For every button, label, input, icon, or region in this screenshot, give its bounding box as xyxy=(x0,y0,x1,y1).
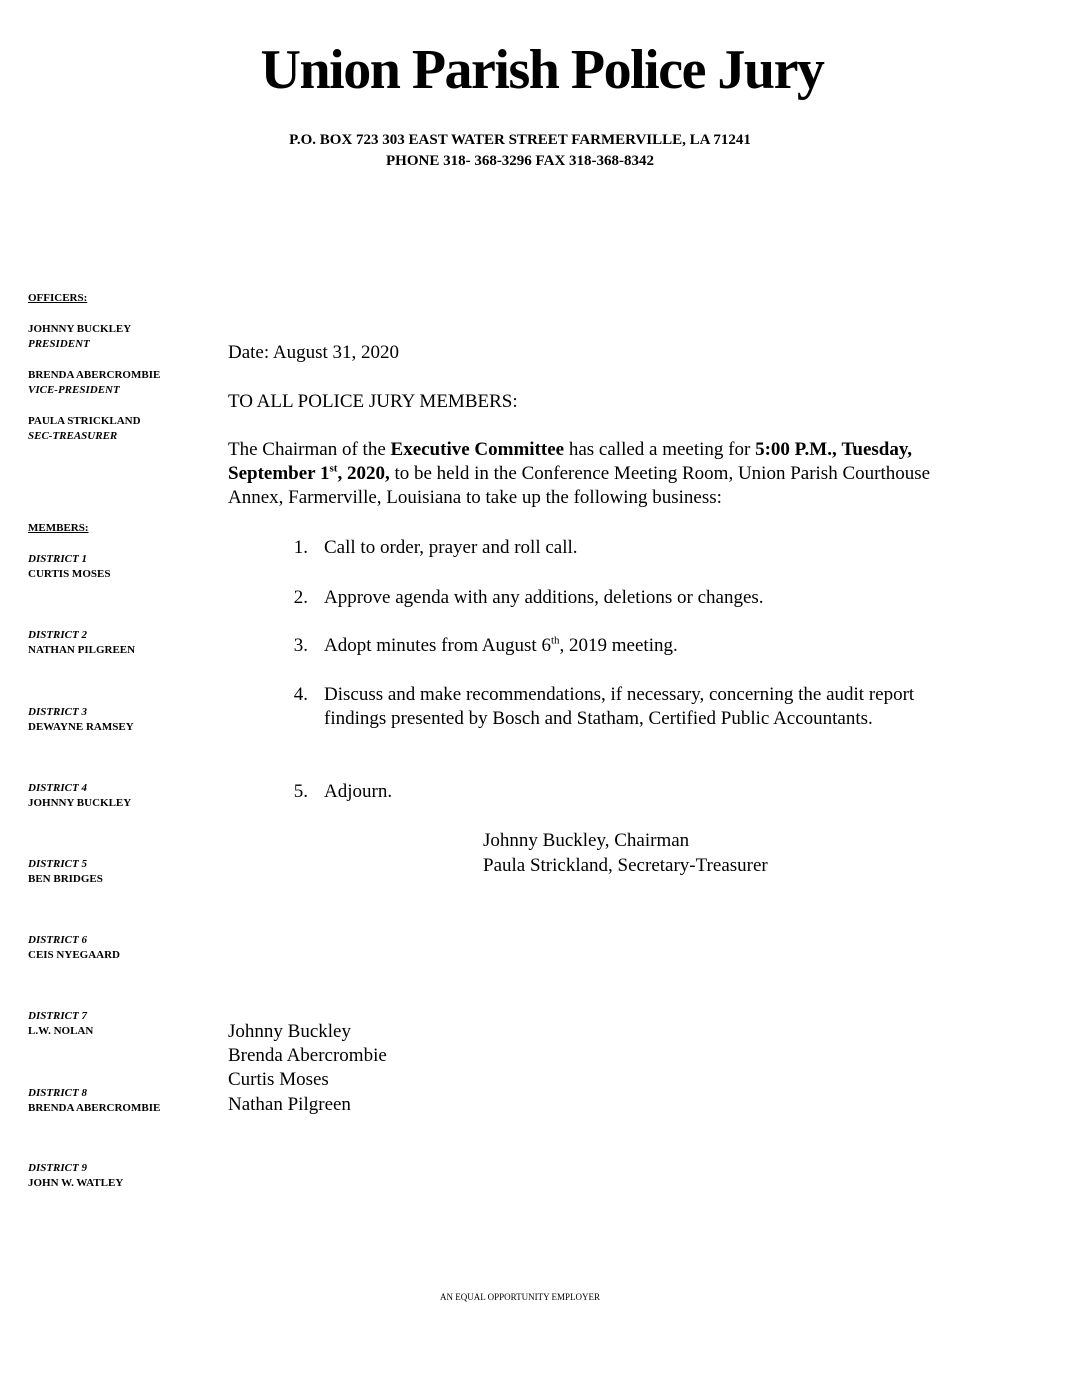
letter-date: Date: August 31, 2020 xyxy=(228,342,399,363)
member-name: BRENDA ABERCROMBIE xyxy=(28,1102,161,1114)
member-district: DISTRICT 1 xyxy=(28,553,87,565)
officer-name: BRENDA ABERCROMBIE xyxy=(28,369,161,381)
officers-heading: OFFICERS: xyxy=(28,292,88,304)
agenda-item: Adjourn. xyxy=(324,781,393,802)
address-line: P.O. BOX 723 303 EAST WATER STREET FARMERVILLE, LA 71241 xyxy=(289,132,751,148)
agenda-item: Approve agenda with any additions, deletions or changes. xyxy=(324,587,764,608)
officer-name: JOHNNY BUCKLEY xyxy=(28,323,132,335)
agenda-item: Discuss and make recommendations, if necessary, concerning the audit report findings presented by Bosch and Statham, Certified Public Accountants. xyxy=(324,684,915,729)
officer-role: SEC-TREASURER xyxy=(28,430,118,442)
officer-role: VICE-PRESIDENT xyxy=(28,384,120,396)
member-name: L.W. NOLAN xyxy=(28,1025,94,1037)
member-name: JOHN W. WATLEY xyxy=(28,1177,124,1189)
member-name: CURTIS MOSES xyxy=(28,568,111,580)
member-district: DISTRICT 5 xyxy=(28,858,87,870)
agenda-item: Adopt minutes from August 6th, 2019 meeting. xyxy=(324,634,678,656)
committee-member: Johnny Buckley xyxy=(228,1021,351,1042)
committee-member: Curtis Moses xyxy=(228,1069,329,1090)
committee-member: Brenda Abercrombie xyxy=(228,1045,387,1066)
letter-salutation: TO ALL POLICE JURY MEMBERS: xyxy=(228,391,518,412)
agenda-number: 5. xyxy=(293,781,308,802)
member-district: DISTRICT 9 xyxy=(28,1162,87,1174)
agenda-number: 3. xyxy=(293,635,308,656)
member-district: DISTRICT 6 xyxy=(28,934,87,946)
officer-name: PAULA STRICKLAND xyxy=(28,415,141,427)
officer-role: PRESIDENT xyxy=(28,338,90,350)
signature-secretary: Paula Strickland, Secretary-Treasurer xyxy=(483,855,768,876)
phone-line: PHONE 318- 368-3296 FAX 318-368-8342 xyxy=(385,153,655,169)
committee-member: Nathan Pilgreen xyxy=(228,1094,351,1115)
member-name: CEIS NYEGAARD xyxy=(28,949,120,961)
meeting-time: 5:00 P.M., xyxy=(755,439,837,460)
agenda-number: 2. xyxy=(293,587,308,608)
member-district: DISTRICT 4 xyxy=(28,782,87,794)
member-name: BEN BRIDGES xyxy=(28,873,103,885)
member-name: JOHNNY BUCKLEY xyxy=(28,797,132,809)
signature-chairman: Johnny Buckley, Chairman xyxy=(483,830,690,851)
meeting-day: Tuesday, September 1st, 2020, xyxy=(228,439,913,484)
letter-intro-paragraph: The Chairman of the Executive Committee has called a meeting for 5:00 P.M., Tuesday, September 1st, 2020, to be held in the Conference Meeting Room, Union Parish Courthouse Annex, Farmerville, Louisiana to take up the following business: xyxy=(228,439,931,508)
member-name: NATHAN PILGREEN xyxy=(28,644,136,656)
member-district: DISTRICT 8 xyxy=(28,1087,87,1099)
letterhead-title: Union Parish Police Jury xyxy=(260,39,824,101)
member-district: DISTRICT 2 xyxy=(28,629,87,641)
members-heading: MEMBERS: xyxy=(28,522,89,534)
footer-equal-opportunity: AN EQUAL OPPORTUNITY EMPLOYER xyxy=(439,1292,601,1302)
agenda-item: Call to order, prayer and roll call. xyxy=(324,537,578,558)
member-district: DISTRICT 3 xyxy=(28,706,87,718)
agenda-number: 1. xyxy=(293,537,308,558)
agenda-number: 4. xyxy=(293,684,308,705)
committee-name: Executive Committee xyxy=(390,439,565,460)
member-district: DISTRICT 7 xyxy=(28,1010,87,1022)
member-name: DEWAYNE RAMSEY xyxy=(28,721,134,733)
